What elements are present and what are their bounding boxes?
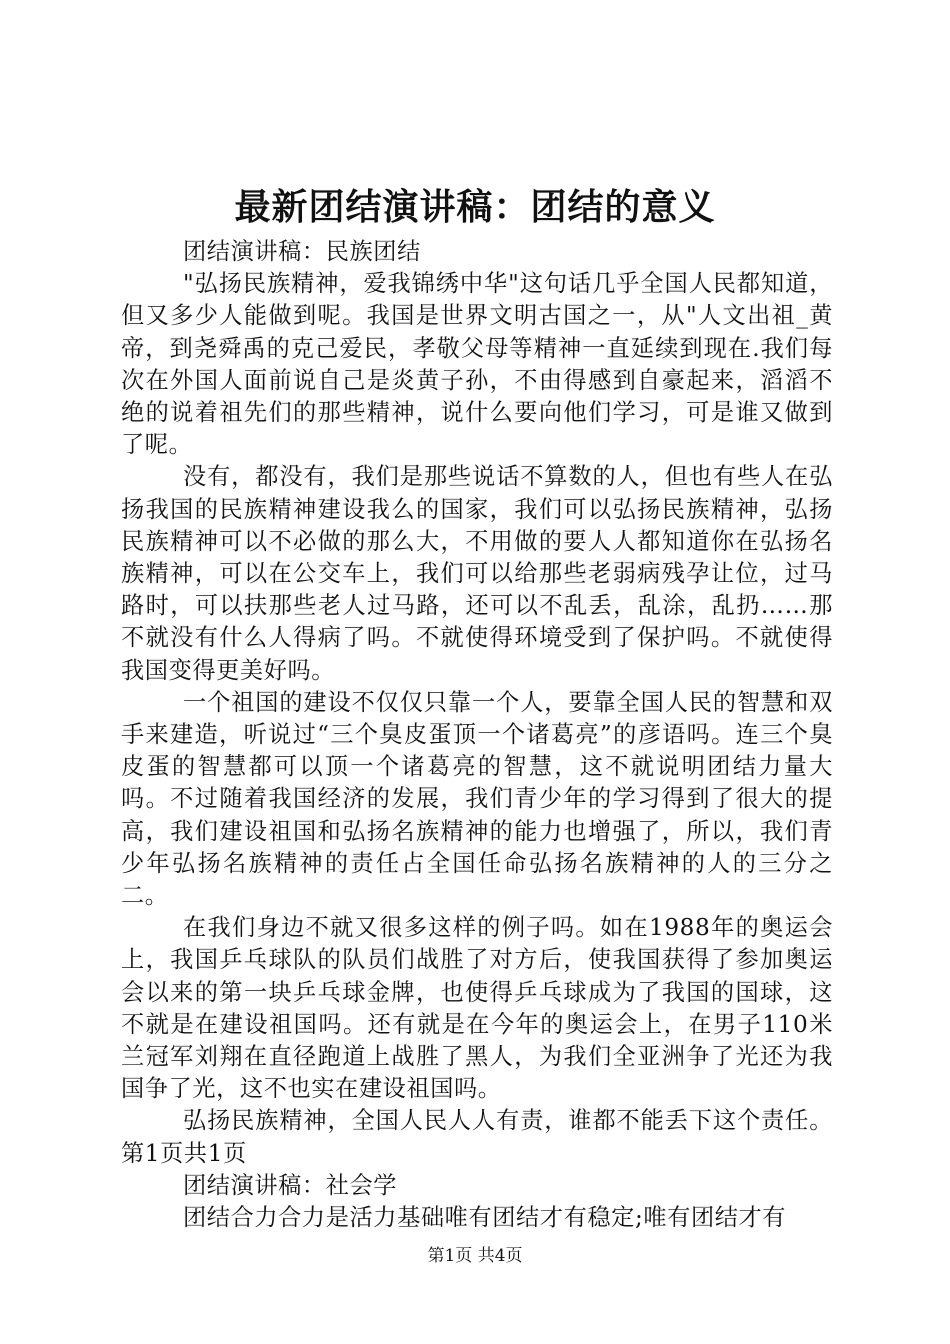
document-title: 最新团结演讲稿：团结的意义 (234, 186, 716, 228)
paragraph-6: 团结合力合力是活力基础唯有团结才有稳定;唯有团结才有 (183, 1204, 787, 1232)
paragraph-1: "弘扬民族精神，爱我锦绣中华"这句话几乎全国人民都知道，但又多少人能做到呢。我国是世界文明古国之一，从"人文出祖_黄帝，到尧舜禹的克己爱民，孝敬父母等精神一直延续到现在.我们每次在外国人面前说自己是炎黄子孙，不由得感到自豪起来，滔滔不绝的说着祖先们的那些精神，说什么要向他们学习，可是谁又做到了呢。 (121, 270, 833, 459)
paragraph-2: 没有，都没有，我们是那些说话不算数的人，但也有些人在弘扬我国的民族精神建设我么的国家，我们可以弘扬民族精神，弘扬民族精神可以不必做的那么大，不用做的要人人都知道你在弘扬名族精神，可以在公交车上，我们可以给那些老弱病残孕让位，过马路时，可以扶那些老人过马路，还可以不乱丢，乱涂，乱扔……那不就没有什么人得病了吗。不就使得环境受到了保护吗。不就使得我国变得更美好吗。 (121, 463, 833, 684)
paragraph-subheading-1: 团结演讲稿：民族团结 (183, 238, 421, 265)
document-body (121, 236, 833, 1234)
paragraph-3: 一个祖国的建设不仅仅只靠一个人，要靠全国人民的智慧和双手来建造，听说过“三个臭皮蛋顶一个诸葛亮”的彦语吗。连三个臭皮蛋的智慧都可以顶一个诸葛亮的智慧，这不就说明团结力量大吗。不过随着我国经济的发展，我们青少年的学习得到了很大的提高，我们建设祖国和弘扬名族精神的能力也增强了，所以，我们青少年弘扬名族精神的责任占全国任命弘扬名族精神的人的三分之二。 (121, 688, 833, 910)
paragraph-5: 弘扬民族精神，全国人民人人有责，谁都不能丢下这个责任。第1页共1页 (121, 1107, 833, 1167)
page-footer: 第1页 共4页 (427, 1246, 523, 1266)
paragraph-4: 在我们身边不就又很多这样的例子吗。如在1988年的奥运会上，我国乒乓球队的队员们战胜了对方后，使我国获得了参加奥运会以来的第一块乒乓球金牌，也使得乒乓球成为了我国的国球，这不就是在建设祖国吗。还有就是在今年的奥运会上，在男子110米兰冠军刘翔在直径跑道上战胜了黑人，为我们全亚洲争了光还为我国争了光，这不也实在建设祖国吗。 (121, 914, 833, 1103)
paragraph-subheading-2: 团结演讲稿：社会学 (183, 1171, 398, 1199)
